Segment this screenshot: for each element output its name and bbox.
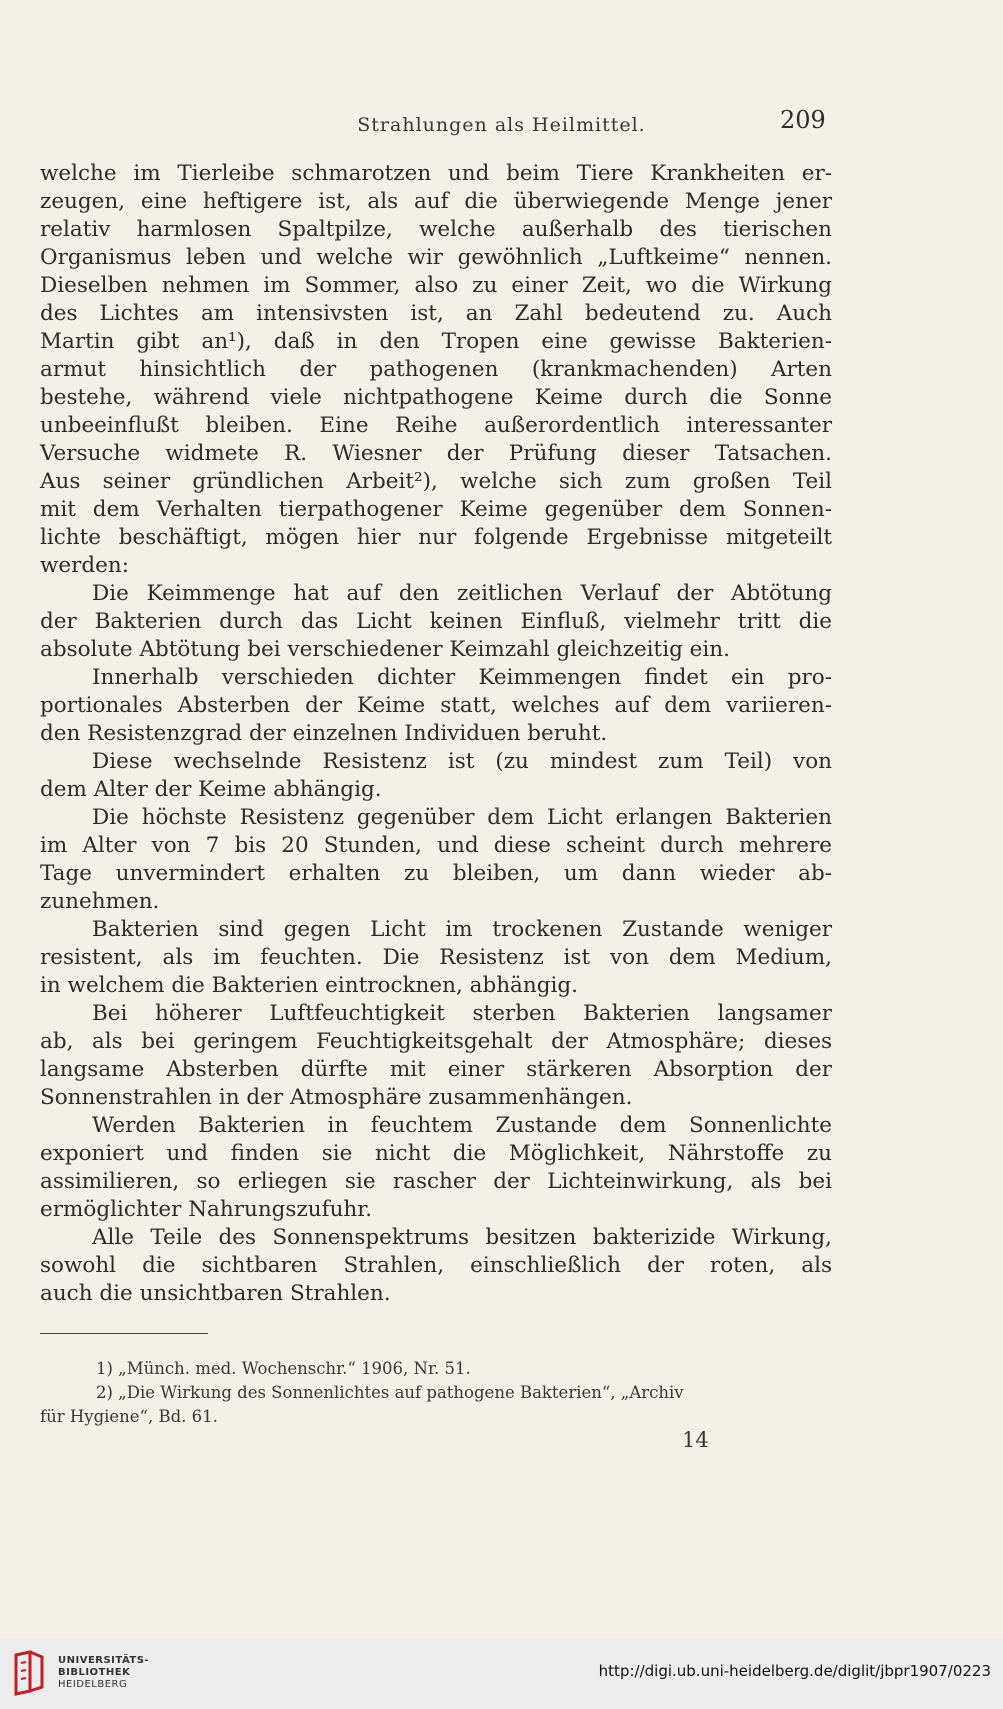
library-name-line-1: UNIVERSITÄTS- [58,1655,150,1666]
text-line: Die höchste Resistenz gegenüber dem Licht erlangen Bakterien [92,805,832,830]
text-line: zunehmen. [40,889,160,914]
text-line: lichte beschäftigt, mögen hier nur folgende Ergebnisse mitgeteilt [40,525,832,550]
text-line: Versuche widmete R. Wiesner der Prüfung dieser Tatsachen. [40,441,832,466]
text-line: ermöglichter Nahrungszufuhr. [40,1197,373,1222]
viewer-footer [0,1638,1003,1709]
text-line: zeugen, eine heftigere ist, als auf die überwiegende Menge jener [40,189,832,214]
text-line: den Resistenzgrad der einzelnen Individuen beruht. [40,721,608,746]
running-head-title: Strahlungen als Heilmittel. [357,114,646,136]
text-line: Dieselben nehmen im Sommer, also zu einer Zeit, wo die Wirkung [40,273,832,298]
text-line: in welchem die Bakterien eintrocknen, abhängig. [40,973,578,998]
library-name-line-3: HEIDELBERG [58,1679,128,1690]
text-line: relativ harmlosen Spaltpilze, welche außerhalb des tierischen [40,217,832,242]
library-name [58,1655,149,1691]
university-library-logo-icon [10,1649,48,1697]
text-line: sowohl die sichtbaren Strahlen, einschließlich der roten, als [40,1253,832,1278]
text-line: Bakterien sind gegen Licht im trockenen Zustande weniger [92,917,832,942]
text-line: Organismus leben und welche wir gewöhnlich „Luftkeime“ nennen. [40,245,832,270]
permalink-url[interactable]: http://digi.ub.uni-heidelberg.de/diglit/jbpr1907/0223 [598,1662,991,1680]
text-line: armut hinsichtlich der pathogenen (krankmachenden) Arten [40,357,832,382]
body-text [40,160,832,1308]
footnotes [40,1357,840,1429]
text-line: unbeeinflußt bleiben. Eine Reihe außerordentlich interessanter [40,413,832,438]
text-line: Diese wechselnde Resistenz ist (zu mindest zum Teil) von [92,749,832,774]
text-line: portionales Absterben der Keime statt, welches auf dem variieren- [40,693,832,718]
text-line: der Bakterien durch das Licht keinen Einfluß, vielmehr tritt die [40,609,832,634]
running-head [0,106,1003,144]
text-line: Sonnenstrahlen in der Atmosphäre zusammenhängen. [40,1085,633,1110]
text-line: des Lichtes am intensivsten ist, an Zahl bedeutend zu. Auch [40,301,832,326]
page-number: 209 [780,106,826,134]
text-line: langsame Absterben dürfte mit einer stärkeren Absorption der [40,1057,832,1082]
text-line: Alle Teile des Sonnenspektrums besitzen bakterizide Wirkung, [92,1225,832,1250]
text-line: welche im Tierleibe schmarotzen und beim Tiere Krankheiten er- [40,161,832,186]
footnote-1: 1) „Münch. med. Wochenschr.“ 1906, Nr. 51. [96,1359,471,1378]
text-line: absolute Abtötung bei verschiedener Keimzahl gleichzeitig ein. [40,637,730,662]
text-line: im Alter von 7 bis 20 Stunden, und diese scheint durch mehrere [40,833,832,858]
text-line: Aus seiner gründlichen Arbeit²), welche sich zum großen Teil [40,469,832,494]
text-line: Die Keimmenge hat auf den zeitlichen Verlauf der Abtötung [92,581,832,606]
library-name-line-2: BIBLIOTHEK [58,1667,131,1678]
text-line: bestehe, während viele nichtpathogene Keime durch die Sonne [40,385,832,410]
footnote-2: 2) „Die Wirkung des Sonnenlichtes auf pathogene Bakterien“, „Archiv [96,1383,684,1402]
footnote-2-continued: für Hygiene“, Bd. 61. [40,1407,218,1426]
text-line: Martin gibt an¹), daß in den Tropen eine gewisse Bakterien- [40,329,832,354]
text-line: Innerhalb verschieden dichter Keimmengen findet ein pro- [92,665,832,690]
text-line: dem Alter der Keime abhängig. [40,777,382,802]
text-line: auch die unsichtbaren Strahlen. [40,1281,391,1306]
text-line: werden: [40,553,129,578]
text-line: resistent, als im feuchten. Die Resistenz ist von dem Medium, [40,945,832,970]
text-line: Tage unvermindert erhalten zu bleiben, um dann wieder ab- [40,861,832,886]
text-line: Werden Bakterien in feuchtem Zustande dem Sonnenlichte [92,1113,832,1138]
text-line: assimilieren, so erliegen sie rascher der Lichteinwirkung, als bei [40,1169,832,1194]
text-line: Bei höherer Luftfeuchtigkeit sterben Bakterien langsamer [92,1001,832,1026]
text-line: ab, als bei geringem Feuchtigkeitsgehalt der Atmosphäre; dieses [40,1029,832,1054]
signature-mark: 14 [682,1428,709,1452]
footnote-divider [40,1333,208,1334]
text-line: exponiert und finden sie nicht die Möglichkeit, Nährstoffe zu [40,1141,832,1166]
text-line: mit dem Verhalten tierpathogener Keime gegenüber dem Sonnen- [40,497,832,522]
